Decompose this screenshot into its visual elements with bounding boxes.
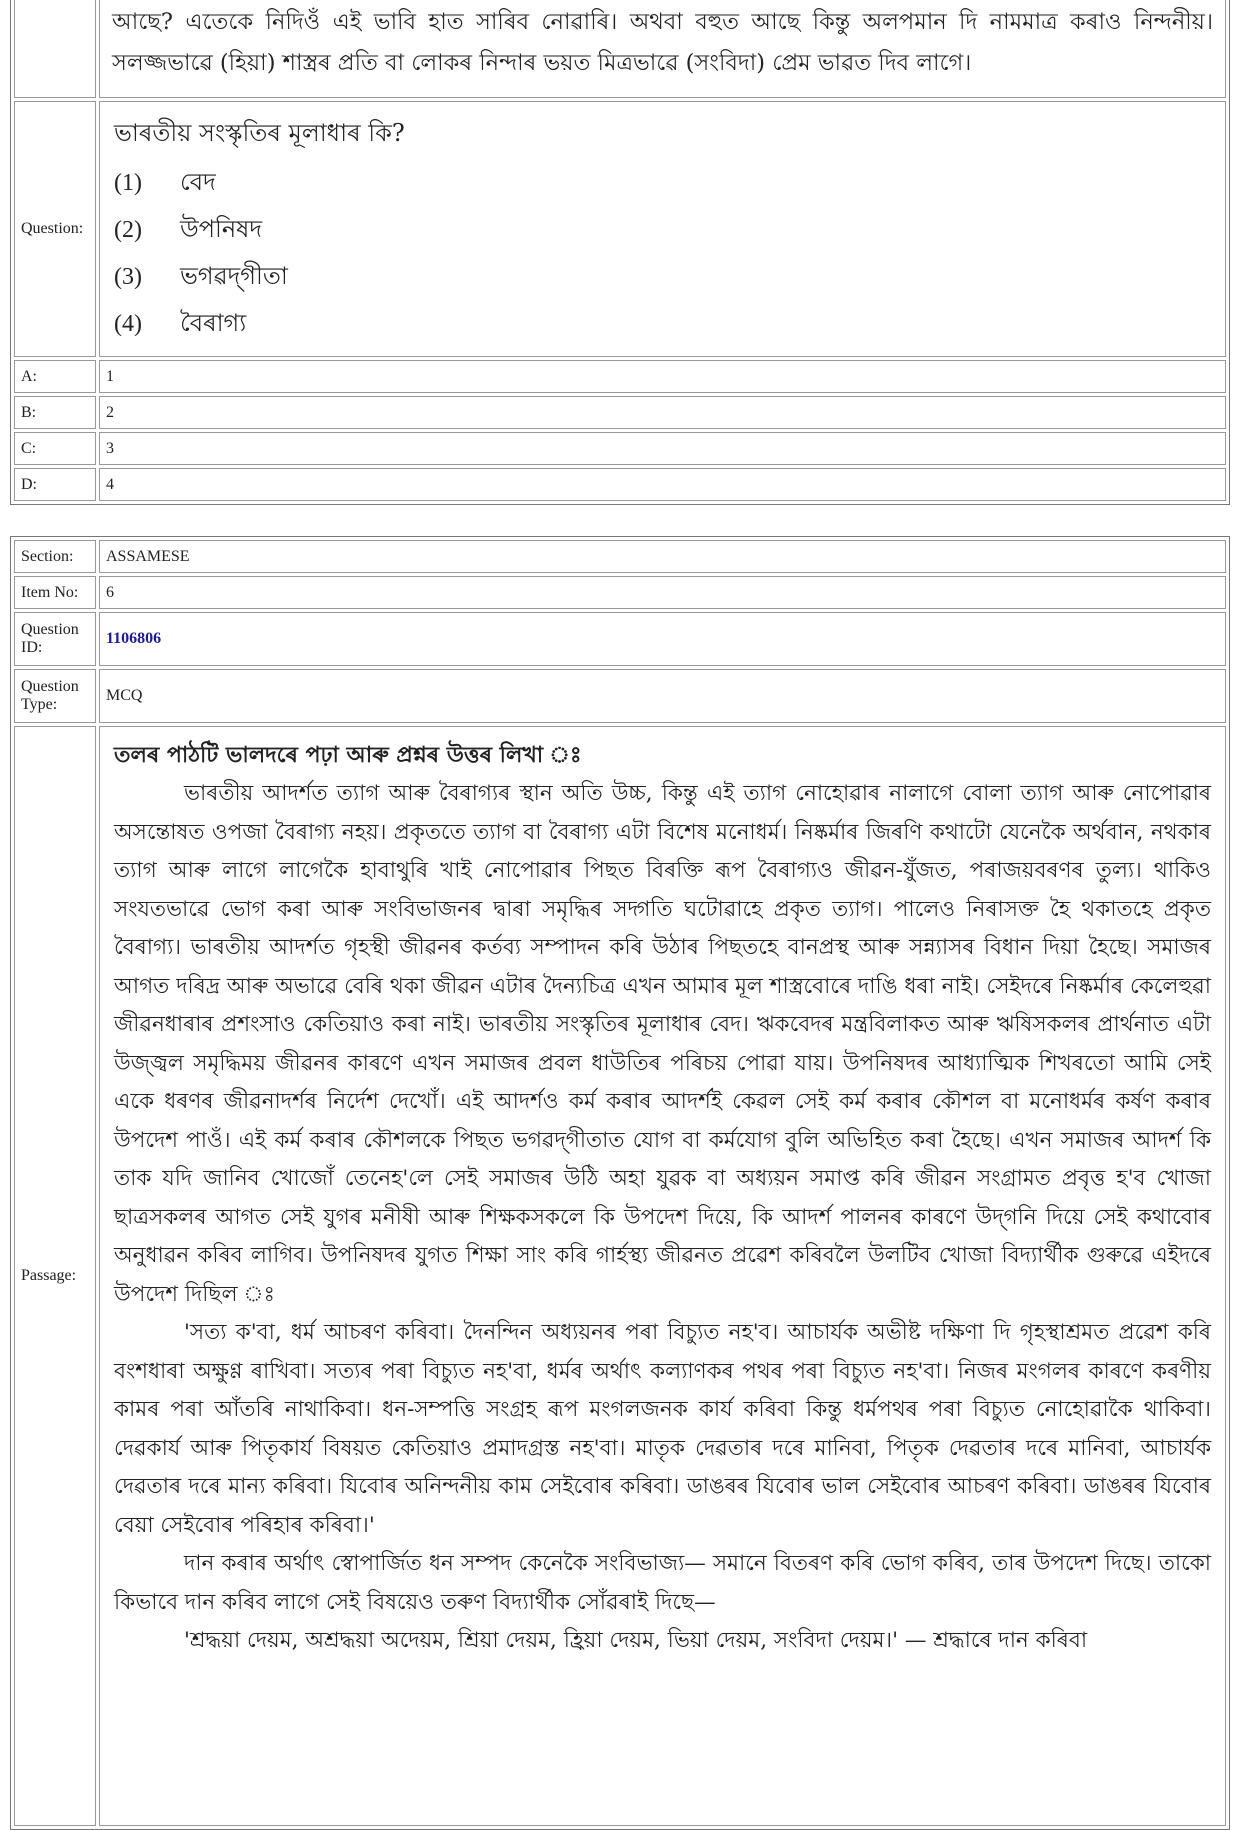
item-no-label: Item No: [14, 576, 96, 609]
option-3 [114, 254, 1211, 301]
answer-c-label: C: [14, 432, 96, 465]
option-4 [114, 301, 1211, 348]
answer-d-value: 4 [99, 468, 1226, 501]
section-label: Section: [14, 540, 96, 573]
item-no-value: 6 [99, 576, 1226, 609]
question-id-label: Question ID: [14, 612, 96, 666]
passage-cell [99, 726, 1226, 1826]
item-table [10, 536, 1230, 1830]
answer-b-label: B: [14, 396, 96, 429]
option-text: বৈৰাগ্য [180, 308, 247, 337]
option-text: উপনিষদ [180, 214, 263, 243]
question-cell [99, 101, 1226, 357]
option-number: (3) [114, 264, 142, 290]
passage-paragraph-2: 'সত্য ক'বা, ধৰ্ম আচৰণ কৰিবা। দৈনন্দিন অধ্যয়নৰ পৰা বিচ্যুত নহ'ব। আচাৰ্যক অভীষ্ট দক্ষিণা দি গৃহস্থাশ্ৰমত প্ৰৱেশ কৰি বংশধাৰা অক্ষুণ্ণ ৰাখিবা। সত্যৰ পৰা বিচ্যুত নহ'বা, ধৰ্মৰ অৰ্থাৎ কল্যাণকৰ পথৰ পৰা বিচ্যুত নহ'বা। নিজৰ মংগলৰ কাৰণে কৰণীয় কামৰ পৰা আঁতৰি নাথাকিবা। ধন-সম্পত্তি সংগ্ৰহ ৰূপ মংগলজনক কাৰ্য কৰিবা কিন্তু ধৰ্মপথৰ পৰা বিচ্যুত নোহোৱাকৈ থাকিবা। দেৱকাৰ্য আৰু পিতৃকাৰ্য বিষয়ত কেতিয়াও প্ৰমাদগ্ৰস্ত নহ'বা। মাতৃক দেৱতাৰ দৰে মানিবা, পিতৃক দেৱতাৰ দৰে মানিবা, আচাৰ্যক দেৱতাৰ দৰে মান্য কৰিবা। যিবোৰ অনিন্দনীয় কাম সেইবোৰ কৰিবা। ডাঙৰৰ যিবোৰ ভাল সেইবোৰ আচৰণ কৰিবা। ডাঙৰৰ যিবোৰ বেয়া সেইবোৰ পৰিহাৰ কৰিবা।' [114, 1320, 1212, 1538]
option-2 [114, 207, 1211, 254]
option-number: (1) [114, 170, 142, 196]
answer-d-label: D: [14, 468, 96, 501]
question-type-label: Question Type: [14, 669, 96, 723]
option-1 [114, 160, 1211, 207]
section-value: ASSAMESE [99, 540, 1226, 573]
passage-paragraph-4: 'শ্ৰদ্ধয়া দেয়ম, অশ্ৰদ্ধয়া অদেয়ম, শ্ৰিয়া দেয়ম, হ্ৰিয়া দেয়ম, ভিয়া দেয়ম, সংবিদা দেয়ম।' — শ্ৰদ্ধাৰে দান কৰিবা [184, 1628, 1088, 1653]
option-text: বেদ [180, 167, 216, 196]
question-id-value: 1106806 [99, 612, 1226, 666]
option-text: ভগৱদ্‌গীতা [180, 261, 288, 290]
passage-paragraph-3: দান কৰাৰ অৰ্থাৎ স্বোপাৰ্জিত ধন সম্পদ কেনেকৈ সংবিভাজ্য— সমানে বিতৰণ কৰি ভোগ কৰিব, তাৰ উপদেশ দিছে। তাকো কিভাবে দান কৰিব লাগে সেই বিষয়েও তৰুণ বিদ্যাৰ্থীক সোঁৱৰাই দিছে— [114, 1551, 1211, 1615]
passage-heading: তলৰ পাঠটি ভালদৰে পঢ়া আৰু প্ৰশ্নৰ উত্তৰ লিখা ঃ [114, 742, 582, 768]
passage-label: Passage: [14, 726, 96, 1826]
question-type-value: MCQ [99, 669, 1226, 723]
answer-c-value: 3 [99, 432, 1226, 465]
answer-a-label: A: [14, 360, 96, 393]
passage-label-cell [14, 0, 96, 98]
option-number: (4) [114, 311, 142, 337]
question-text: ভাৰতীয় সংস্কৃতিৰ মূলাধাৰ কি? [114, 119, 405, 147]
answer-b-value: 2 [99, 396, 1226, 429]
passage-paragraph-1: ভাৰতীয় আদৰ্শত ত্যাগ আৰু বৈৰাগ্যৰ স্থান অতি উচ্চ, কিন্তু এই ত্যাগ নোহোৱাৰ নালাগে বোলা ত্যাগ আৰু নোপোৱাৰ অসন্তোষত ওপজা বৈৰাগ্য নহয়। প্ৰকৃততে ত্যাগ বা বৈৰাগ্য এটা বিশেষ মনোধৰ্ম। নিষ্কৰ্মাৰ জিৰণি কথাটো যেনেকৈ অৰ্থবান, নথকাৰ ত্যাগ আৰু লাগে লাগেকৈ হাবাথুৰি খাই নোপোৱাৰ পিছত বিৰক্তি ৰূপ বৈৰাগ্যও জীৱন-যুঁজত, পৰাজয়বৰণৰ তুল্য। থাকিও সংযতভাৱে ভোগ কৰা আৰু সংবিভাজনৰ দ্বাৰা সমৃদ্ধিৰ সদ্গতি ঘটোৱাহে প্ৰকৃত ত্যাগ। পালেও নিৰাসক্ত হৈ থকাতহে প্ৰকৃত বৈৰাগ্য। ভাৰতীয় আদৰ্শত গৃহস্থী জীৱনৰ কৰ্তব্য সম্পাদন কৰি উঠাৰ পিছতহে বানপ্ৰস্থ আৰু সন্ন্যাসৰ বিধান দিয়া হৈছে। সমাজৰ আগত দৰিদ্ৰ আৰু অভাৱে বেৰি থকা জীৱন এটাৰ দৈন্যচিত্ৰ এখন আমাৰ মূল শাস্ত্ৰবোৰে দাঙি ধৰা নাই। সেইদৰে নিষ্কৰ্মাৰ কেলেহুৱা জীৱনধাৰাৰ প্ৰশংসাও কেতিয়াও কৰা নাই। ভাৰতীয় সংস্কৃতিৰ মূলাধাৰ বেদ। ঋকবেদৰ মন্ত্ৰবিলাকত আৰু ঋষিসকলৰ প্ৰাৰ্থনাত এটা উজ্জ্বল সমৃদ্ধিময় জীৱনৰ কাৰণে এখন সমাজৰ প্ৰবল ধাউতিৰ পৰিচয় পোৱা যায়। উপনিষদৰ আধ্যাত্মিক শিখৰতো আমি সেই একে ধৰণৰ জীৱনাদৰ্শৰ নিৰ্দেশ দেখোঁ। এই আদৰ্শও কৰ্ম কৰাৰ আদৰ্শই কেৱল সেই কৰ্ম কৰাৰ কৌশল বা মনোধৰ্মৰ কৰ্ষণ কৰাৰ উপদেশ পাওঁ। এই কৰ্ম কৰাৰ কৌশলকে পিছত ভগৱদ্‌গীতাত যোগ বা কৰ্মযোগ বুলি অভিহিত কৰা হৈছে। এখন সমাজৰ আদৰ্শ কি তাক যদি জানিব খোজোঁ তেনেহ'লে সেই সমাজৰ উঠি অহা যুৱক বা অধ্যয়ন সমাপ্ত কৰি জীৱন সংগ্ৰামত প্ৰবৃত্ত হ'ব খোজা ছাত্ৰসকলৰ আগত সেই যুগৰ মনীষী আৰু শিক্ষকসকলে কি উপদেশ দিয়ে, কি আদৰ্শ পালনৰ কাৰণে উদ্‌গনি দিয়ে সেই কথাবোৰ অনুধাৱন কৰিব লাগিব। উপনিষদৰ যুগত শিক্ষা সাং কৰি গাৰ্হস্থ্য জীৱনত প্ৰৱেশ কৰিবলৈ উলটিব খোজা বিদ্যাৰ্থীক গুৰুৱে এইদৰে উপদেশ দিছিল ঃ [114, 781, 1211, 1307]
question-label: Question: [14, 101, 96, 357]
previous-item-table [10, 0, 1230, 505]
answer-a-value: 1 [99, 360, 1226, 393]
option-number: (2) [114, 217, 142, 243]
passage-tail-cell [99, 0, 1226, 98]
passage-tail-text: আছে? এতেকে নিদিওঁ এই ভাবি হাত সাৰিব নোৱাৰি। অথবা বহুত আছে কিন্তু অলপমান দি নামমাত্ৰ কৰাও নিন্দনীয়। সলজ্জভাৱে (হিয়া) শাস্ত্ৰৰ প্ৰতি বা লোকৰ নিন্দাৰ ভয়ত মিত্ৰভাৱে (সংবিদা) প্ৰেম ভাৱত দিব লাগে। [112, 9, 1213, 76]
